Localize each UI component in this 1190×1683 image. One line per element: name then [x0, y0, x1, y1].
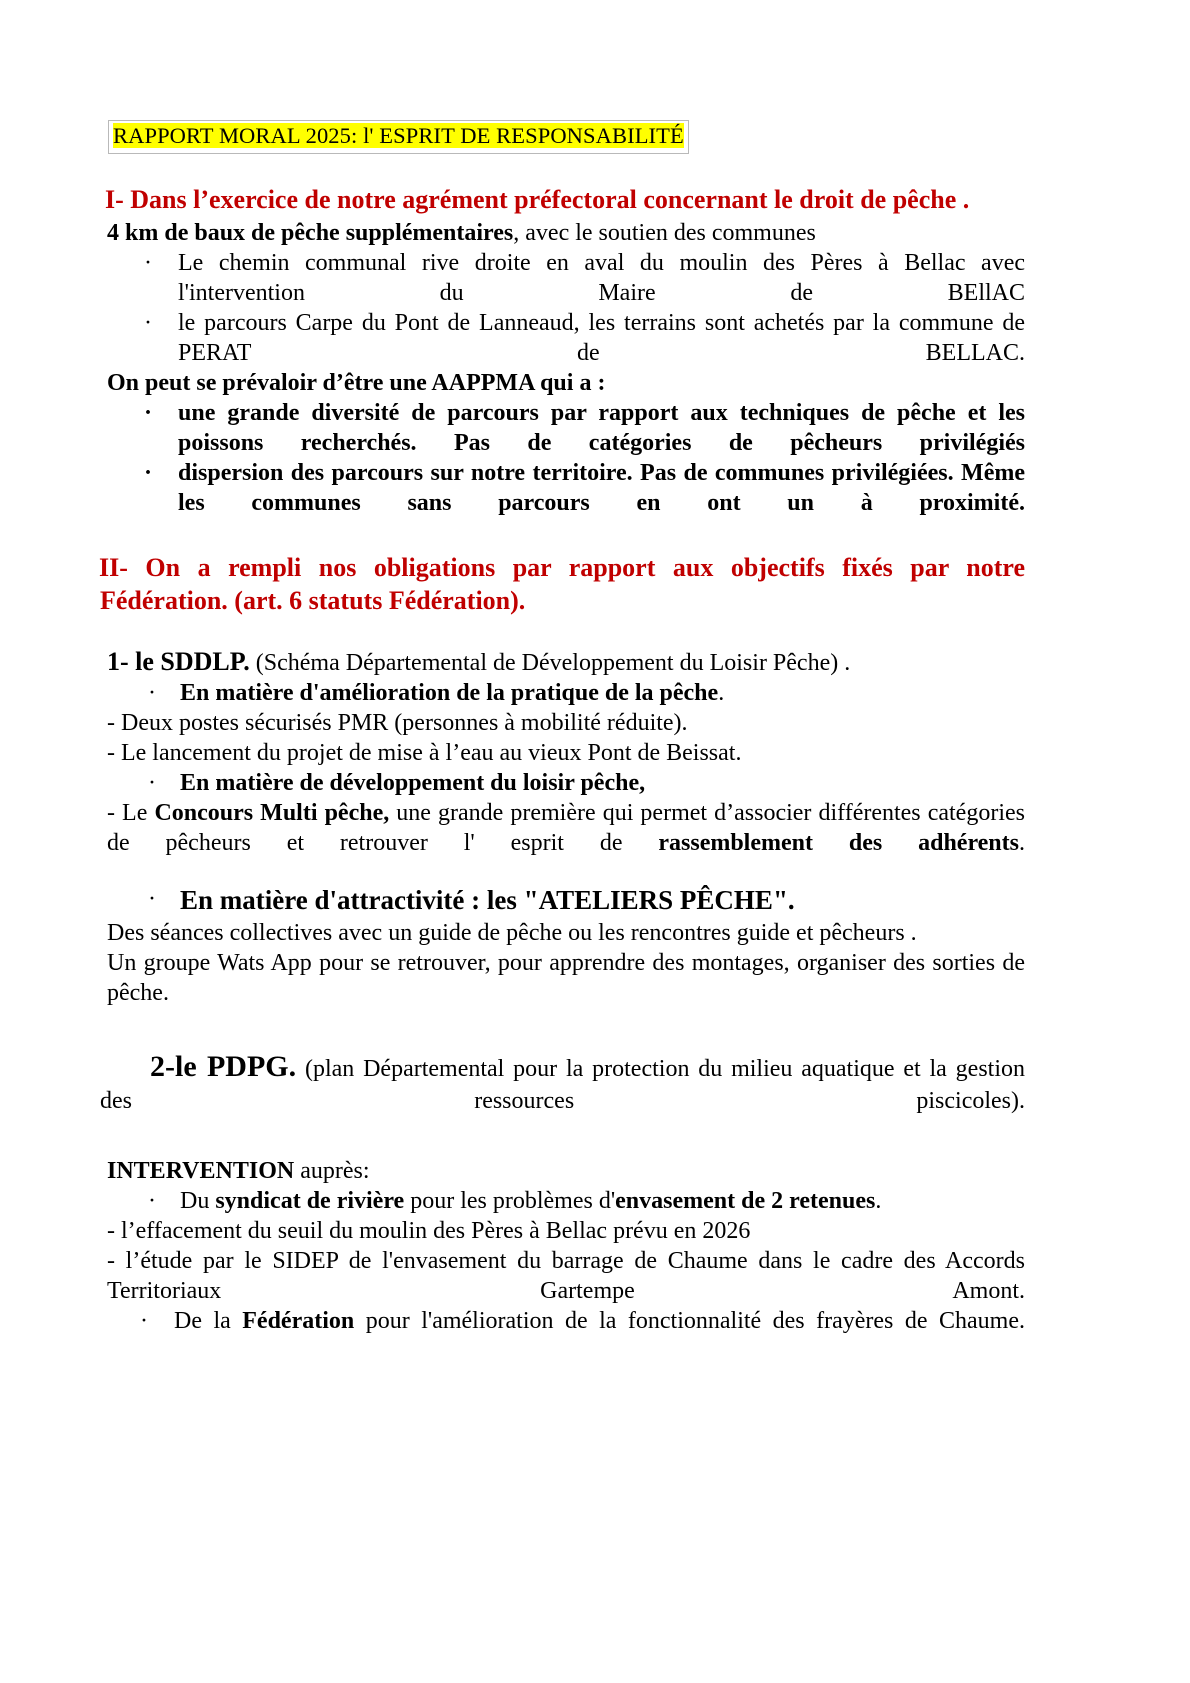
list-item — [100, 1306, 1025, 1336]
bullet-icon: · — [140, 1307, 148, 1334]
section-1-lead-rest: , avec le soutien des communes — [513, 220, 816, 247]
concours-bold-2: rassemblement des adhérents — [658, 830, 1019, 857]
spacer — [100, 1008, 1025, 1048]
concours-part-2: une grande première qui permet d’associer différentes catégories de pêcheurs et retrouver l' esprit de — [107, 800, 1025, 857]
sddlp-sub-1-list — [100, 678, 1025, 708]
sddlp-dash-line-2: - Le lancement du projet de mise à l’eau au vieux Pont de Beissat. — [107, 740, 742, 767]
sddlp-label-bold: 1- le SDDLP. — [107, 646, 250, 676]
bullet-bold-1: Fédération — [242, 1307, 355, 1334]
bullet-part-3: . — [875, 1187, 882, 1214]
spacer — [100, 1116, 1025, 1156]
list-item — [100, 248, 1025, 308]
ateliers-line-2: Un groupe Wats App pour se retrouver, pour apprendre des montages, organiser des sorties de pêche. — [107, 950, 1025, 1007]
sddlp-dash-line-1: - Deux postes sécurisés PMR (personnes à mobilité réduite). — [107, 710, 688, 737]
list-item — [100, 768, 1025, 798]
bullet-icon: · — [144, 310, 152, 337]
intervention-lead-bold: INTERVENTION — [107, 1157, 295, 1184]
concours-paragraph — [100, 798, 1025, 858]
concours-part-3: . — [1019, 830, 1025, 857]
list-item-text: une grande diversité de parcours par rapport aux techniques de pêche et les poissons recherchés. Pas de catégories de pêcheurs privilégiés — [178, 400, 1025, 457]
list-item — [100, 398, 1025, 458]
list-item — [100, 1186, 1025, 1216]
report-title-box — [108, 120, 689, 154]
section-2-heading: II- On a rempli nos obligations par rapport aux objectifs fixés par notre Fédération. (art. 6 statuts Fédération). — [99, 553, 1025, 616]
bullet-part-1: Du — [180, 1187, 216, 1214]
list-item — [100, 458, 1025, 518]
sddlp-label — [100, 646, 1025, 679]
bullet-part-1: De la — [174, 1307, 243, 1334]
sddlp-sub-2-list — [100, 768, 1025, 798]
ateliers-line-1: Des séances collectives avec un guide de pêche ou les rencontres guide et pêcheurs . — [107, 920, 917, 947]
sddlp-label-rest: (Schéma Départemental de Développement du Loisir Pêche) . — [249, 649, 851, 676]
bullet-part-2: pour l'amélioration de la fonctionnalité des frayères de Chaume. — [354, 1307, 1025, 1334]
bullet-icon: · — [148, 680, 156, 707]
concours-bold-1: Concours Multi pêche, — [154, 800, 390, 827]
list-item — [100, 308, 1025, 368]
page-title: RAPPORT MORAL 2025: l' ESPRIT DE RESPONSABILITÉ — [113, 123, 684, 148]
pdpg-label-rest: (plan Départemental pour la protection du milieu aquatique et la gestion des ressources piscicoles). — [100, 1056, 1025, 1114]
bullet-bold-1: syndicat de rivière — [215, 1187, 405, 1214]
intervention-dash-line-2: - l’étude par le SIDEP de l'envasement du barrage de Chaume dans le cadre des Accords Territoriaux Gartempe Amont. — [107, 1247, 1025, 1304]
bullet-icon: · — [148, 770, 156, 797]
intervention-bullet-2-list — [100, 1306, 1025, 1336]
concours-part-1: - Le — [107, 800, 155, 827]
list-item-text: En matière de développement du loisir pêche, — [180, 770, 646, 797]
section-1-lead-bold: 4 km de baux de pêche supplémentaires — [107, 220, 514, 247]
section-1-bold-bullet-list — [100, 398, 1025, 518]
sddlp-sub-3-list — [100, 884, 1025, 918]
bullet-bold-2: envasement de 2 retenues — [615, 1187, 876, 1214]
list-item-text: le parcours Carpe du Pont de Lanneaud, les terrains sont achetés par la commune de PERAT de BELLAC. — [178, 310, 1025, 367]
pdpg-label-bold: 2-le PDPG. — [150, 1050, 297, 1084]
section-1-lead — [100, 218, 1025, 248]
spacer — [100, 858, 1025, 884]
section-1-heading: I- Dans l’exercice de notre agrément préfectoral concernant le droit de pêche . — [105, 184, 970, 214]
bullet-icon: · — [148, 886, 156, 913]
bullet-icon: · — [144, 250, 152, 277]
list-item-period: . — [718, 680, 725, 707]
list-item — [100, 678, 1025, 708]
list-item-text: Le chemin communal rive droite en aval du moulin des Pères à Bellac avec l'intervention du Maire de BEllAC — [178, 250, 1025, 307]
spacer — [100, 620, 1025, 646]
list-item-text: En matière d'attractivité : les "ATELIERS PÊCHE". — [180, 885, 795, 916]
intervention-dash-line-1: - l’effacement du seuil du moulin des Pères à Bellac prévu en 2026 — [107, 1217, 751, 1244]
pdpg-paragraph — [100, 1048, 1025, 1116]
section-1-subheading: On peut se prévaloir d’être une AAPPMA qui a : — [107, 370, 606, 397]
intervention-bullet-1-list — [100, 1186, 1025, 1216]
bullet-icon: · — [148, 1187, 156, 1214]
list-item — [100, 884, 1025, 918]
bullet-part-2: pour les problèmes d' — [404, 1187, 616, 1214]
section-1-bullet-list — [100, 248, 1025, 368]
intervention-lead-rest: auprès: — [294, 1157, 370, 1184]
bullet-icon: · — [144, 460, 153, 487]
intervention-lead — [100, 1156, 1025, 1186]
bullet-icon: · — [144, 400, 153, 427]
list-item-text: dispersion des parcours sur notre territoire. Pas de communes privilégiées. Même les communes sans parcours en ont un à proximité. — [178, 460, 1025, 517]
list-item-text: En matière d'amélioration de la pratique de la pêche — [180, 680, 719, 707]
